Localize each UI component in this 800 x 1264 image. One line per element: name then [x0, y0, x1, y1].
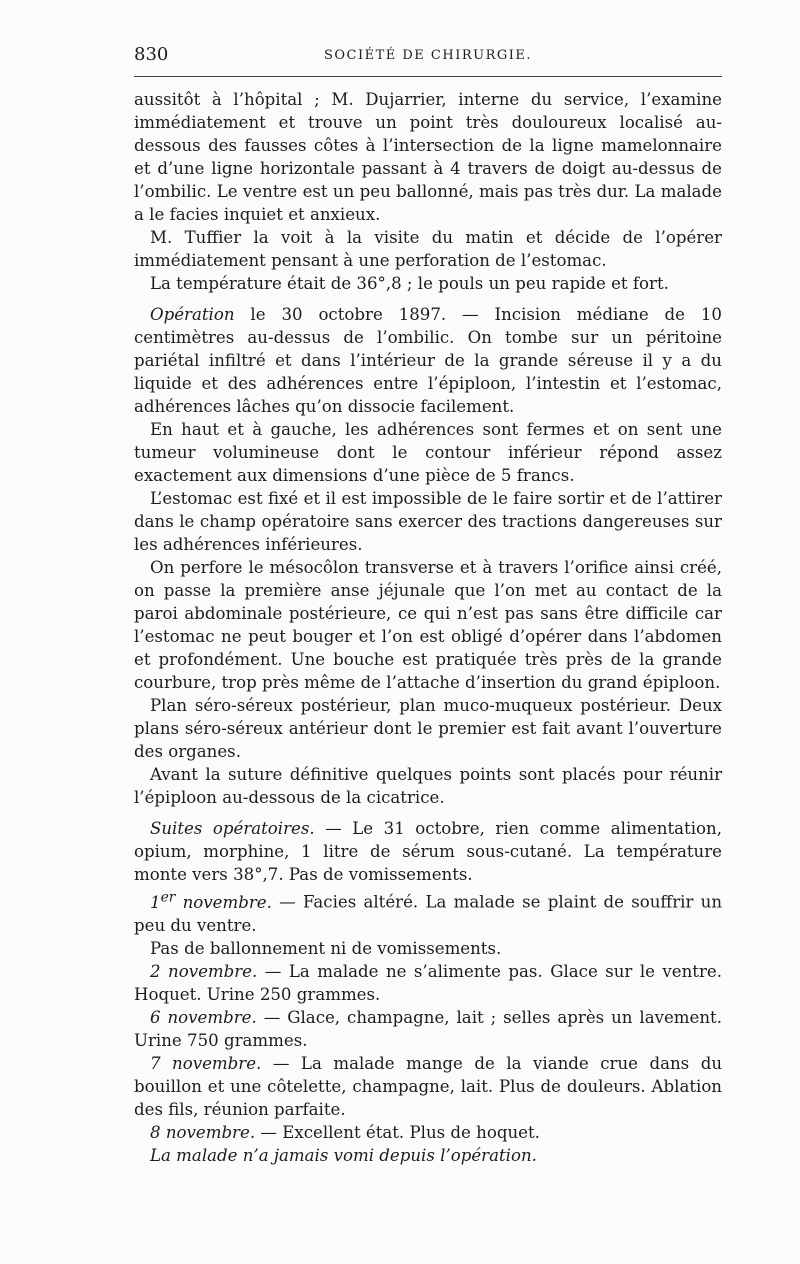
paragraph-text: — La malade mange de la viande crue dans du bouillon et une côtelette, champagne, lait. Plus de douleurs. Ablation des fils, réunion parfaite.	[134, 1053, 723, 1119]
paragraph: La température était de 36°,8 ; le pouls un peu rapide et fort.	[150, 274, 669, 293]
date-label: 6 novembre.	[150, 1007, 257, 1027]
date-label: 7 novembre.	[150, 1053, 262, 1073]
date-day: 1	[150, 892, 161, 912]
paragraph	[134, 886, 722, 937]
date-label: 8 novembre.	[150, 1122, 256, 1142]
paragraph	[134, 1121, 722, 1144]
paragraph-text: — Excellent état. Plus de hoquet.	[255, 1122, 540, 1142]
paragraph: Pas de ballonnement ni de vomissements.	[150, 938, 502, 958]
paragraph-text: — La malade ne s’alimente pas. Glace sur le ventre. Hoquet. Urine 250 grammes.	[134, 961, 723, 1004]
paragraph	[134, 960, 722, 1006]
paragraph: M. Tuffier la voit à la visite du matin et décide de l’opérer immédiatement pensant à une perforation de l’estomac.	[134, 228, 722, 270]
running-title: SOCIÉTÉ DE CHIRURGIE.	[323, 48, 533, 63]
paragraph: aussitôt à l’hôpital ; M. Dujarrier, interne du service, l’examine immédiatement et trouve un point très douloureux localisé au-dessous des fausses côtes à l’intersection de la ligne mamelonnaire et d’une ligne horizontale passant à 4 travers de doigt au-dessus de l’ombilic. Le ventre est un peu ballonné, mais pas très dur. La malade a le facies inquiet et anxieux.	[134, 90, 722, 224]
paragraph: Avant la suture définitive quelques points sont placés pour réunir l’épiploon au-dessous de la cicatrice.	[134, 765, 722, 807]
paragraph-text: le 30 octobre 1897. — Incision médiane de 10 centimètres au-dessus de l’ombilic. On tombe sur un péritoine pariétal infiltré et dans l’intérieur de la grande séreuse il y a du liquide et des adhérences entre l’épiploon, l’intestin et l’estomac, adhérences lâches qu’on dissocie facilement.	[134, 305, 722, 416]
paragraph: L’estomac est fixé et il est impossible de le faire sortir et de l’attirer dans le champ opératoire sans exercer des tractions dangereuses sur les adhérences inférieures.	[134, 489, 722, 554]
paragraph: En haut et à gauche, les adhérences sont fermes et on sent une tumeur volumineuse dont le contour inférieur répond assez exactement aux dimensions d’une pièce de 5 francs.	[134, 420, 722, 485]
paragraph	[134, 303, 722, 418]
page-header	[134, 44, 722, 70]
paragraph-text: — Facies altéré. La malade se plaint de souffrir un peu du ventre.	[134, 892, 723, 935]
date-label: 2 novembre.	[150, 961, 258, 981]
section-label: Suites opératoires.	[150, 819, 315, 838]
page-number: 830	[134, 44, 169, 65]
paragraph-text: — Glace, champagne, lait ; selles après un lavement. Urine 750 grammes.	[134, 1007, 722, 1050]
date-superscript: er	[160, 889, 176, 905]
paragraph: Plan séro-séreux postérieur, plan muco-muqueux postérieur. Deux plans séro-séreux antérieur dont le premier est fait avant l’ouverture des organes.	[134, 696, 722, 761]
date-month: novembre.	[175, 892, 272, 912]
paragraph-text: — Le 31 octobre, rien comme alimentation, opium, morphine, 1 litre de sérum sous-cutané. La température monte vers 38°,7. Pas de vomissements.	[134, 819, 722, 884]
paragraph: On perfore le mésocôlon transverse et à travers l’orifice ainsi créé, on passe la première anse jéjunale que l’on met au contact de la paroi abdominale postérieure, ce qui n’est pas sans être difficile car l’estomac ne peut bouger et l’on est obligé d’opérer dans l’abdomen et profondément. Une bouche est pratiquée très près de la grande courbure, trop près même de l’attache d’insertion du grand épiploon.	[134, 558, 722, 692]
date-label	[150, 889, 272, 912]
paragraph: La malade n’a jamais vomi depuis l’opération.	[150, 1145, 537, 1165]
header-rule	[134, 76, 722, 77]
paragraph	[134, 817, 722, 886]
paragraph	[134, 1052, 722, 1121]
body-text	[134, 88, 722, 1167]
section-label: Opération	[150, 305, 235, 324]
paragraph	[134, 1006, 722, 1052]
